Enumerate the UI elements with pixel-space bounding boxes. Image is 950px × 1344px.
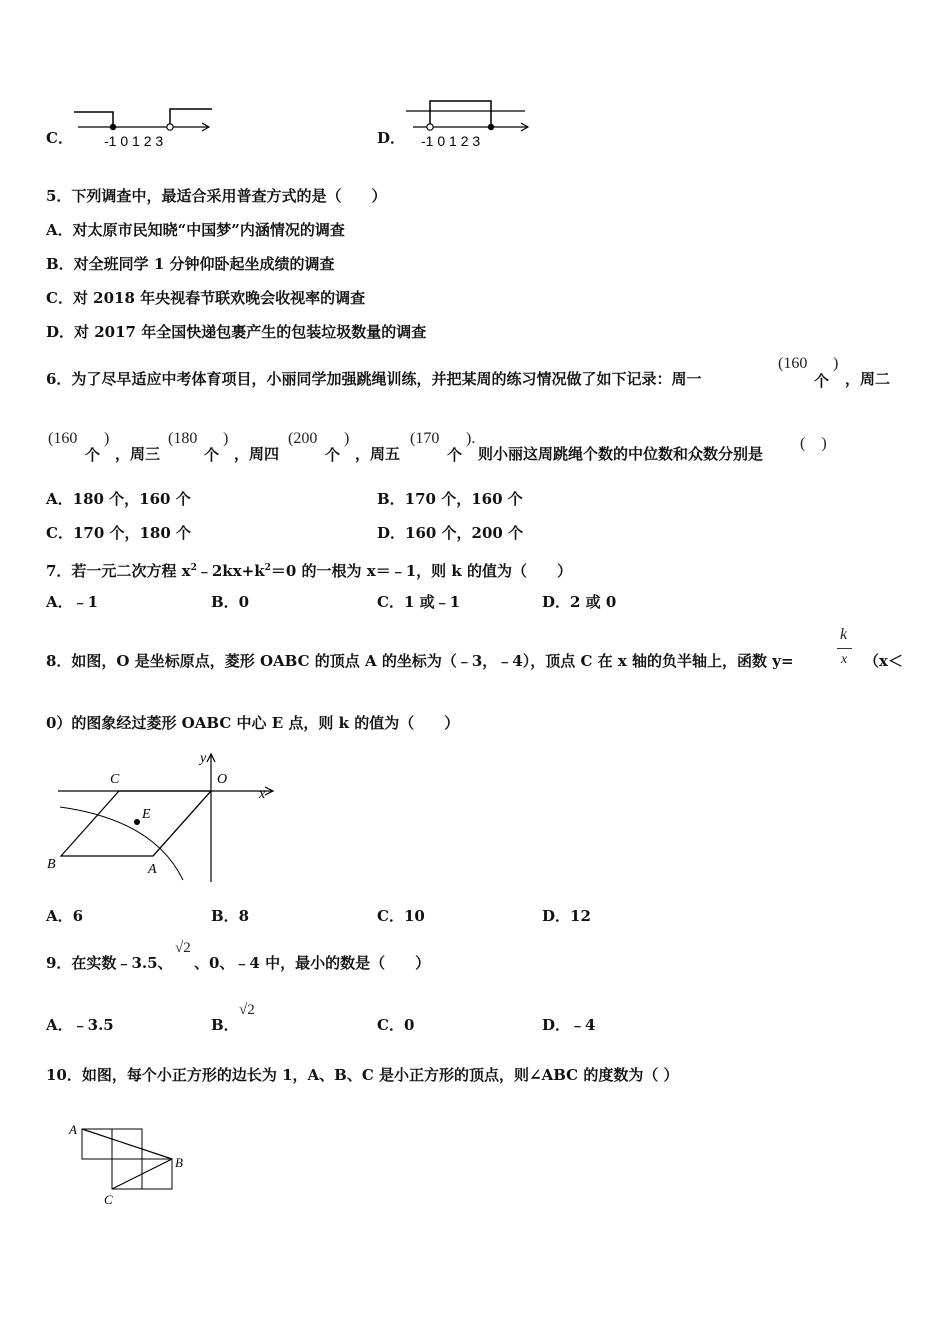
q7-option-d: D．2 或 0 <box>542 593 617 611</box>
q6-option-c: C．170 个，180 个 <box>46 524 192 542</box>
q6-unit-1: 个 <box>814 372 830 390</box>
q8-option-b: B．8 <box>211 907 250 925</box>
q8-rhombus-figure <box>44 750 276 886</box>
q6-stem-line1: 6．为了尽早适应中考体育项目，小丽同学加强跳绳训练，并把某周的练习情况做了如下记录：周一 <box>46 370 702 388</box>
q8-fig-label-e: E <box>142 807 151 822</box>
q9-stem-pre: 9．在实数﹣3.5、 <box>46 954 173 972</box>
q6-option-d: D．160 个，200 个 <box>377 524 524 542</box>
q5-option-a: A．对太原市民知晓“中国梦”内涵情况的调查 <box>46 221 345 239</box>
q5-stem: 5．下列调查中，最适合采用普查方式的是（ ） <box>46 187 387 205</box>
q8-stem-line2: 0）的图象经过菱形 OABC 中心 E 点，则 k 的值为（ ） <box>46 714 460 732</box>
q6-unit-2: 个 <box>85 446 101 464</box>
number-line-d <box>403 96 533 150</box>
q10-stem: 10．如图，每个小正方形的边长为 1，A、B、C 是小正方形的顶点，则∠ABC 的度数为（ ） <box>46 1066 679 1084</box>
q10-fig-label-b: B <box>175 1155 183 1170</box>
q6-formula-3: (180 <box>168 430 198 447</box>
q7-stem: 7．若一元二次方程 $x^2﹣2kx+k^2=0$ 的一根为 x＝﹣1，则 k 的值为（ ） <box>46 562 572 580</box>
q6-tuesday: ，周二 <box>845 370 891 388</box>
q8-stem-line1: 8．如图，O 是坐标原点，菱形 OABC 的顶点 A 的坐标为（﹣3，﹣4），顶点 C 在 x 轴的负半轴上，函数 y= <box>46 652 794 670</box>
q6-formula-2-close: ) <box>104 430 110 447</box>
q9-option-b: B． <box>211 1016 239 1034</box>
q9-option-a: A．﹣3.5 <box>46 1016 114 1034</box>
q6-formula-3-close: ) <box>223 430 229 447</box>
q6-friday: ，周五 <box>355 445 401 463</box>
q8-fig-label-c: C <box>110 772 120 787</box>
q9-option-b-sqrt2: √2 <box>239 1002 255 1018</box>
q6-answer-paren: ( ) <box>800 435 827 452</box>
q6-formula-4: (200 <box>288 430 318 447</box>
q8-stem-tail: （x＜ <box>864 652 903 670</box>
q8-fraction-numerator: k <box>840 626 848 643</box>
q8-fig-label-x: x <box>259 787 266 802</box>
number-line-c-ticks: -1 0 1 2 3 <box>104 133 164 149</box>
q7-option-c: C．1 或﹣1 <box>377 593 461 611</box>
q4-option-c-label: C． <box>46 129 73 147</box>
q8-fraction-bar <box>837 648 852 649</box>
q8-fraction-denominator: x <box>841 652 848 667</box>
q6-formula-1-close: ) <box>833 355 839 372</box>
q8-option-d: D．12 <box>542 907 591 925</box>
q6-formula-5-close: ). <box>466 430 476 447</box>
q5-option-c: C．对 2018 年央视春节联欢晚会收视率的调查 <box>46 289 366 307</box>
q6-option-b: B．170 个，160 个 <box>377 490 523 508</box>
q6-stem-tail: 则小丽这周跳绳个数的中位数和众数分别是 <box>478 445 764 463</box>
q10-grid-figure <box>66 1118 196 1210</box>
q6-unit-4: 个 <box>325 446 341 464</box>
number-line-c <box>70 100 215 150</box>
q6-formula-5: (170 <box>410 430 440 447</box>
q6-option-a: A．180 个，160 个 <box>46 490 191 508</box>
q4-option-d-label: D． <box>377 129 406 147</box>
number-line-d-ticks: -1 0 1 2 3 <box>421 133 481 149</box>
q10-fig-label-a: A <box>69 1122 77 1137</box>
q6-wednesday: ，周三 <box>115 445 161 463</box>
q9-option-d: D．﹣4 <box>542 1016 596 1034</box>
q6-thursday: ，周四 <box>234 445 280 463</box>
q6-formula-2: (160 <box>48 430 78 447</box>
q6-formula-1: (160 <box>778 355 808 372</box>
q6-unit-3: 个 <box>204 446 220 464</box>
q7-option-b: B．0 <box>211 593 250 611</box>
q8-fig-label-b: B <box>47 857 56 872</box>
q8-fig-label-a: A <box>148 862 157 877</box>
q6-formula-4-close: ) <box>344 430 350 447</box>
q9-option-c: C．0 <box>377 1016 415 1034</box>
q9-stem-post: 、0、﹣4 中，最小的数是（ ） <box>194 954 431 972</box>
q8-fig-label-o: O <box>217 772 228 787</box>
q9-sqrt2: √2 <box>175 940 191 956</box>
q8-fig-label-y: y <box>200 751 207 766</box>
q10-fig-label-c: C <box>104 1192 113 1207</box>
q5-option-b: B．对全班同学 1 分钟仰卧起坐成绩的调查 <box>46 255 335 273</box>
q5-option-d: D．对 2017 年全国快递包裹产生的包装垃圾数量的调查 <box>46 323 427 341</box>
q8-option-a: A．6 <box>46 907 84 925</box>
q8-option-c: C．10 <box>377 907 425 925</box>
q7-option-a: A．﹣1 <box>46 593 99 611</box>
q6-unit-5: 个 <box>447 446 463 464</box>
